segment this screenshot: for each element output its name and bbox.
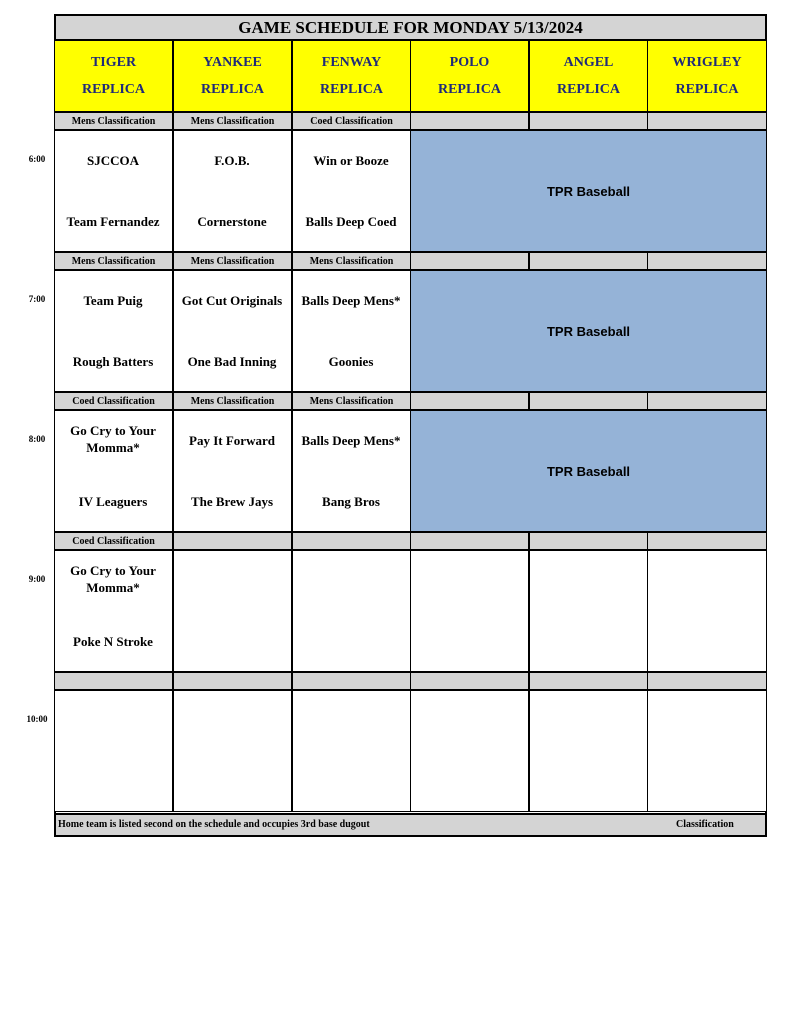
classification-label: [410, 532, 529, 550]
game-cell: [410, 690, 529, 812]
classification-label: [529, 672, 648, 690]
field-header-wrigley: [647, 40, 767, 112]
field-name: POLO: [449, 55, 490, 70]
game-cell: [292, 410, 411, 532]
field-header-fenway: [292, 40, 411, 112]
reserved-block: TPR Baseball: [410, 130, 767, 252]
game-cell: [173, 550, 292, 672]
classification-label: [173, 532, 292, 550]
classification-label: [292, 672, 411, 690]
classification-label: [410, 672, 529, 690]
game-cell: [54, 130, 173, 252]
game-cell: [647, 550, 767, 672]
time-label: 7:00: [28, 294, 46, 304]
away-team: Go Cry to Your Momma*: [70, 563, 156, 595]
field-type: REPLICA: [81, 82, 145, 97]
classification-label: [292, 532, 411, 550]
classification-label: Coed Classification: [54, 532, 173, 550]
classification-label: [647, 112, 767, 130]
classification-label: Mens Classification: [173, 112, 292, 130]
footer-classification: Classification: [676, 819, 734, 830]
field-name: ANGEL: [563, 55, 614, 70]
away-team: Balls Deep Mens*: [301, 433, 401, 448]
home-team: IV Leaguers: [78, 494, 148, 509]
classification-label: [647, 672, 767, 690]
classification-label: Mens Classification: [292, 252, 411, 270]
field-name: TIGER: [90, 55, 137, 70]
classification-label: Coed Classification: [54, 392, 173, 410]
reserved-block: TPR Baseball: [410, 410, 767, 532]
game-cell: [647, 690, 767, 812]
away-team: Win or Booze: [313, 153, 389, 168]
classification-label: Coed Classification: [292, 112, 411, 130]
game-cell: [410, 550, 529, 672]
time-label: 10:00: [26, 714, 48, 724]
home-team: The Brew Jays: [190, 494, 274, 509]
away-team: Balls Deep Mens*: [301, 293, 401, 308]
game-cell: [173, 270, 292, 392]
home-team: Rough Batters: [72, 354, 154, 369]
classification-label: [410, 392, 529, 410]
game-cell: [529, 690, 648, 812]
classification-label: [410, 112, 529, 130]
game-cell: [292, 690, 411, 812]
home-team: Goonies: [328, 354, 374, 369]
field-type: REPLICA: [437, 82, 501, 97]
classification-label: Mens Classification: [54, 112, 173, 130]
home-team: Cornerstone: [197, 214, 267, 229]
game-cell: [292, 550, 411, 672]
field-header-angel: [529, 40, 648, 112]
field-type: REPLICA: [556, 82, 620, 97]
classification-label: [647, 252, 767, 270]
away-team: SJCCOA: [86, 153, 139, 168]
field-header-yankee: [173, 40, 292, 112]
home-team: Poke N Stroke: [73, 634, 153, 649]
game-cell: [54, 270, 173, 392]
game-cell: [292, 270, 411, 392]
game-cell: [173, 130, 292, 252]
footer-note: Home team is listed second on the schedule and occupies 3rd base dugout: [58, 819, 370, 830]
field-header-tiger: [54, 40, 173, 112]
classification-label: [54, 672, 173, 690]
time-label: 9:00: [28, 574, 46, 584]
classification-label: Mens Classification: [292, 392, 411, 410]
field-type: REPLICA: [319, 82, 383, 97]
field-name: FENWAY: [321, 55, 382, 70]
field-type: REPLICA: [675, 82, 739, 97]
home-team: One Bad Inning: [187, 354, 277, 369]
time-label: 6:00: [28, 154, 46, 164]
classification-label: [173, 672, 292, 690]
game-cell: [173, 410, 292, 532]
classification-label: [529, 252, 648, 270]
field-name: YANKEE: [203, 55, 262, 70]
classification-label: [529, 112, 648, 130]
classification-label: Mens Classification: [173, 392, 292, 410]
field-header-polo: [410, 40, 529, 112]
field-type: REPLICA: [200, 82, 264, 97]
game-cell: [173, 690, 292, 812]
game-cell: [54, 690, 173, 812]
classification-label: [410, 252, 529, 270]
game-cell: [292, 130, 411, 252]
schedule-title: GAME SCHEDULE FOR MONDAY 5/13/2024: [54, 14, 767, 41]
classification-label: [647, 392, 767, 410]
home-team: Bang Bros: [322, 494, 380, 509]
away-team: Pay It Forward: [189, 433, 275, 448]
away-team: F.O.B.: [214, 153, 250, 168]
game-cell: [529, 550, 648, 672]
home-team: Team Fernandez: [66, 214, 160, 229]
classification-label: [529, 392, 648, 410]
classification-label: [529, 532, 648, 550]
reserved-block: TPR Baseball: [410, 270, 767, 392]
time-label: 8:00: [28, 434, 46, 444]
classification-label: Mens Classification: [173, 252, 292, 270]
away-team: Team Puig: [83, 293, 143, 308]
home-team: Balls Deep Coed: [305, 214, 397, 229]
away-team: Go Cry to Your Momma*: [70, 423, 156, 455]
classification-label: Mens Classification: [54, 252, 173, 270]
classification-label: [647, 532, 767, 550]
away-team: Got Cut Originals: [181, 293, 283, 308]
field-name: WRIGLEY: [672, 55, 742, 70]
